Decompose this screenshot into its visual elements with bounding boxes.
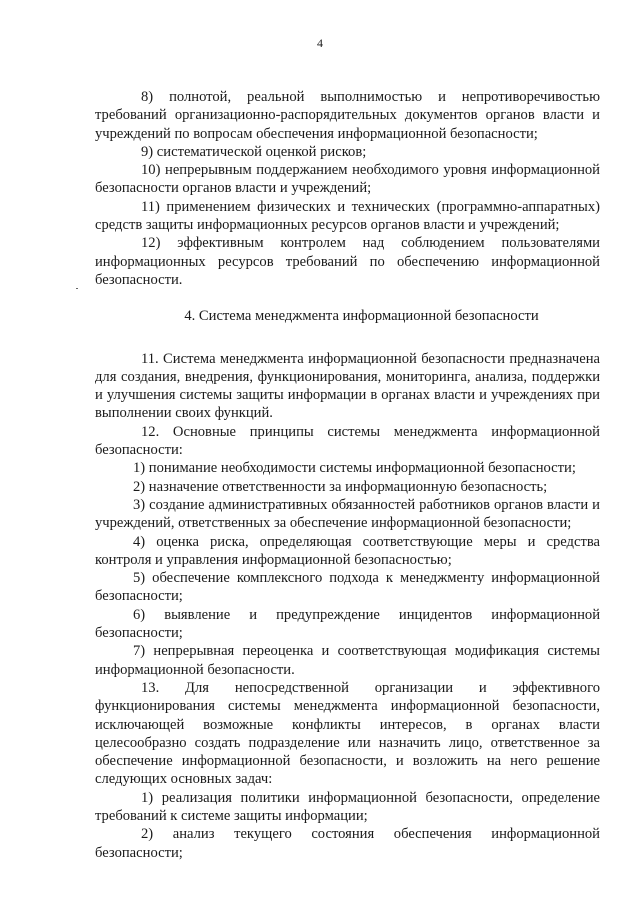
principle-item: 5) обеспечение комплексного подхода к менеджменту информационной безопасности; <box>95 570 600 605</box>
paragraph-11: 11. Система менеджмента информационной безопасности предназначена для создания, внедрения, функционирования, мониторинга, анализа, поддержки и улучшения системы защиты информации в органах власти и учреждениях при выполнении своих функций. <box>95 350 600 422</box>
section-heading: 4. Система менеджмента информационной безопасности <box>184 308 539 325</box>
document-body <box>95 88 600 862</box>
principle-item: 1) понимание необходимости системы информационной безопасности; <box>133 460 576 477</box>
task-item: 2) анализ текущего состояния обеспечения информационной безопасности; <box>95 826 600 861</box>
list-item: 8) полнотой, реальной выполнимостью и непротиворечивостью требований организационно-распорядительных документов органов власти и учреждений по вопросам обеспечения информационной безопасности; <box>95 89 600 142</box>
paragraph-13: 13. Для непосредственной организации и эффективного функционирования системы менеджмента информационной безопасности, исключающей возможные конфликты интересов, в органах власти целесообразно создать подразделение или назначить лицо, ответственное за обеспечение информационной безопасности, и возложить на него решение следующих основных задач: <box>95 679 600 788</box>
list-item: 12) эффективным контролем над соблюдением пользователями информационных ресурсов требований по обеспечению информационной безопасности. <box>95 235 600 288</box>
paragraph-12: 12. Основные принципы системы менеджмента информационной безопасности: <box>95 423 600 459</box>
scan-mark <box>76 288 78 289</box>
list-item: 10) непрерывным поддержанием необходимого уровня информационной безопасности органов власти и учреждений; <box>95 162 600 197</box>
principle-item: 3) создание административных обязанностей работников органов власти и учреждений, ответственных за обеспечение информационной безопасности; <box>95 496 600 532</box>
task-item: 1) реализация политики информационной безопасности, определение требований к системе защиты информации; <box>95 789 600 824</box>
principle-item: 2) назначение ответственности за информационную безопасность; <box>133 478 548 495</box>
principle-item: 4) оценка риска, определяющая соответствующие меры и средства контроля и управления информационной безопасностью; <box>95 533 600 568</box>
page-number: 4 <box>317 36 323 50</box>
list-item: 9) систематической оценкой рисков; <box>141 143 367 160</box>
principle-item: 7) непрерывная переоценка и соответствующая модификация системы информационной безопасности. <box>95 643 600 678</box>
principle-item: 6) выявление и предупреждение инцидентов информационной безопасности; <box>95 606 600 642</box>
list-item: 11) применением физических и технических (программно-аппаратных) средств защиты информационных ресурсов органов власти и учреждений; <box>95 198 600 234</box>
